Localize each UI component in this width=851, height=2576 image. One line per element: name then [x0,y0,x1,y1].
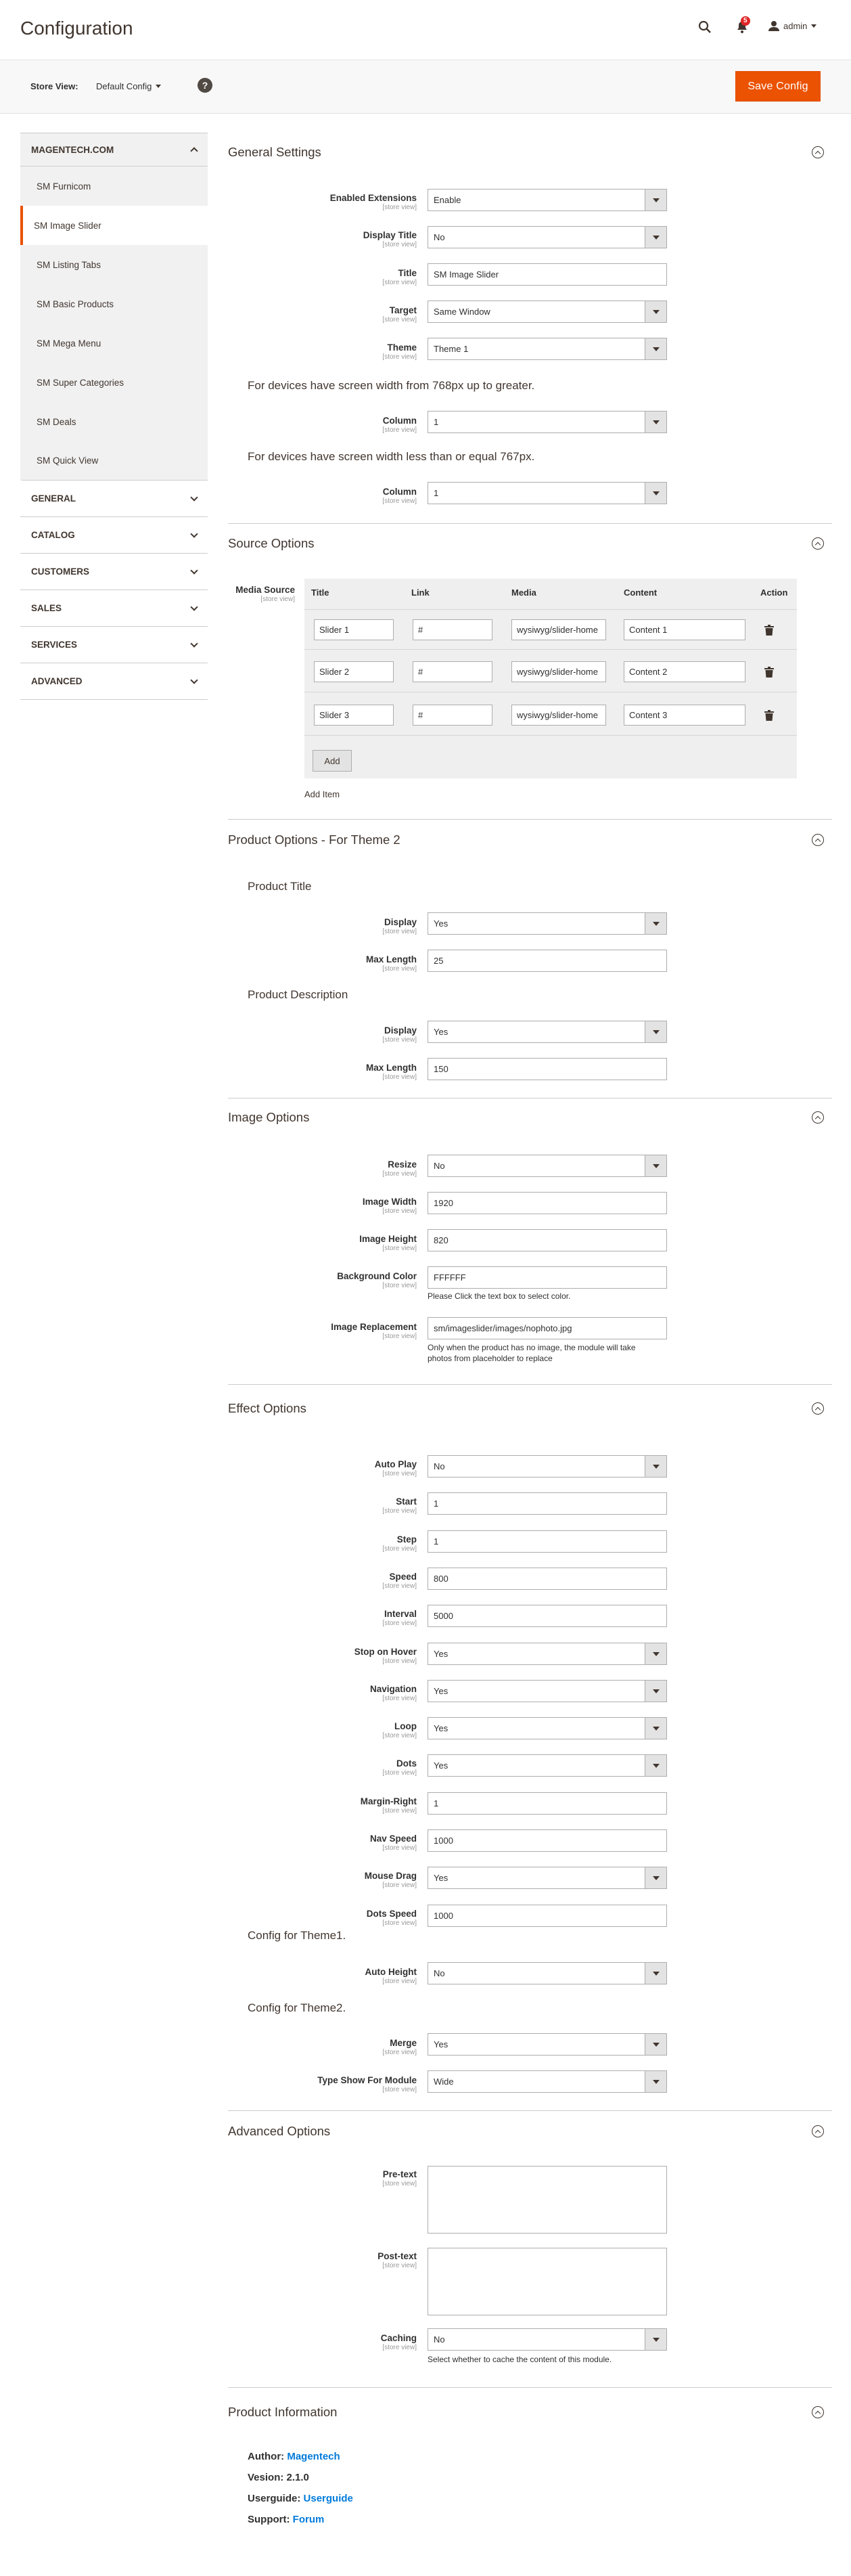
field-label-text: Title [398,268,417,278]
select-value: No [434,232,445,242]
field-label-text: Display [384,917,417,927]
field-label-max-length [298,954,417,973]
sidebar-tab-magentech[interactable] [20,133,208,166]
stop-on-hover-select[interactable] [428,1643,667,1665]
store-view-label: Store View: [30,81,78,91]
sidebar-tab-label: SERVICES [31,640,78,650]
scope-label: [store view] [382,279,417,286]
sidebar-item-sm-mega-menu[interactable]: SM Mega Menu [20,324,208,363]
store-view-value: Default Config [96,81,152,91]
scope-label: [store view] [382,353,417,361]
scope-label: [store view] [382,1807,417,1815]
caret-down-icon [156,85,161,88]
scope-label: [store view] [382,2086,417,2093]
info-support-label: Support: [248,2514,290,2525]
field-label-pre-text [298,2169,417,2188]
field-label-text: Caching [380,2333,417,2343]
field-label-enabled-extensions [298,193,417,212]
field-label-interval [298,1609,417,1628]
sidebar-tab-label: ADVANCED [31,676,83,686]
field-label-text: Resize [388,1159,417,1170]
field-label-start [298,1496,417,1515]
product-description-display-select[interactable] [428,1021,667,1043]
field-label-max-length [298,1063,417,1082]
field-label-caching [298,2333,417,2352]
sidebar-tab-sales[interactable] [20,590,208,627]
table-row [304,695,797,736]
select-value: No [434,2334,445,2345]
scope-label: [store view] [382,2049,417,2056]
slider-link-input[interactable]: # [413,619,492,640]
subheading-product-title: Product Title [248,880,312,893]
add-item-link[interactable]: Add Item [304,789,340,799]
collapse-toggle-icon[interactable] [812,146,824,158]
chevron-down-icon [190,567,198,574]
field-label-background-color [298,1271,417,1290]
slider-link-input[interactable]: # [413,661,492,682]
scope-label: [store view] [382,1282,417,1289]
select-arrow-icon [645,2034,666,2055]
field-label-dots [298,1758,417,1777]
field-label-text: Background Color [337,1271,417,1281]
field-label-merge [298,2038,417,2057]
auto-play-select[interactable] [428,1455,667,1478]
background-color-input[interactable]: FFFFFF [428,1266,667,1289]
select-arrow-icon [645,1681,666,1702]
field-label-text: Stop on Hover [354,1647,417,1657]
scope-label: [store view] [260,596,295,603]
auto-height-select[interactable] [428,1962,667,1984]
slider-media-input[interactable]: wysiwyg/slider-home [511,705,606,726]
notifications-count-badge: 5 [741,16,750,26]
info-author [248,2451,340,2462]
collapse-toggle-icon[interactable] [812,537,824,550]
section-title-source-options[interactable]: Source Options [228,536,315,550]
field-label-text: Display Title [363,230,417,240]
field-label-text: Start [396,1496,417,1507]
field-label-text: Column [382,416,417,426]
field-label-text: Margin-Right [360,1796,417,1806]
select-arrow-icon [645,2329,666,2350]
media-table-header [304,579,797,606]
page-title: Configuration [20,18,133,39]
scope-label: [store view] [382,426,417,434]
info-userguide-label: Userguide: [248,2493,301,2504]
scope-label: [store view] [382,1978,417,1985]
field-label-text: Type Show For Module [317,2075,417,2085]
scope-label: [store view] [382,1658,417,1665]
select-value: 1 [434,488,439,498]
collapse-toggle-icon[interactable] [812,1111,824,1124]
section-title-product-options[interactable]: Product Options - For Theme 2 [228,832,400,847]
subheading-large-screens: For devices have screen width from 768px up to greater. [248,379,535,392]
field-label-text: Loop [394,1721,417,1731]
field-label-display [298,1025,417,1044]
select-value: Wide [434,2077,454,2087]
collapse-toggle-icon[interactable] [812,1402,824,1415]
sidebar-tab-label: MAGENTECH.COM [31,144,114,155]
select-arrow-icon [645,1867,666,1888]
scope-label: [store view] [382,1245,417,1252]
sidebar-item-sm-super-categories[interactable]: SM Super Categories [20,363,208,402]
dots-speed-input[interactable]: 1000 [428,1905,667,1927]
scope-label: [store view] [382,1582,417,1590]
enabled-extensions-select[interactable] [428,189,667,211]
scope-label: [store view] [382,2180,417,2188]
field-label-column [298,416,417,435]
column-small-select[interactable] [428,482,667,504]
column-header-link: Link [411,587,430,598]
scope-label: [store view] [382,1333,417,1340]
select-arrow-icon [645,913,666,934]
sidebar-tab-general[interactable] [20,481,208,517]
chevron-down-icon [190,603,198,610]
field-label-post-text [298,2251,417,2270]
product-title-max-length-input[interactable]: 25 [428,950,667,972]
scope-label: [store view] [382,1919,417,1927]
delete-trash-icon[interactable] [764,625,774,636]
title-input[interactable]: SM Image Slider [428,263,667,286]
chevron-down-icon [190,640,198,647]
field-label-text: Navigation [369,1684,417,1694]
slider-title-input[interactable]: Slider 2 [314,661,394,682]
section-title-product-information[interactable]: Product Information [228,2405,338,2419]
scope-label: [store view] [382,1207,417,1215]
select-value: No [434,1161,445,1171]
image-replacement-note: Only when the product has no image, the module will take photos from placeholder to replace [428,1343,636,1363]
sidebar-tab-catalog[interactable] [20,517,208,554]
section-divider [228,2110,832,2111]
userguide-link[interactable]: Userguide [303,2493,353,2504]
slider-link-input[interactable]: # [413,705,492,726]
sidebar-tab-label: CUSTOMERS [31,567,90,577]
field-label-text: Post-text [377,2251,417,2261]
table-row [304,652,797,692]
field-label-nav-speed [298,1834,417,1852]
mouse-drag-select[interactable] [428,1867,667,1889]
subheading-small-screens: For devices have screen width less than or equal 767px. [248,450,535,463]
chevron-up-icon [190,147,198,154]
info-version-label: Vesion: [248,2472,284,2483]
scope-label: [store view] [382,1545,417,1553]
select-value: 1 [434,417,439,427]
delete-trash-icon[interactable] [764,710,774,721]
select-value: Yes [434,1649,448,1659]
field-label-text: Step [396,1534,417,1545]
target-select[interactable] [428,301,667,323]
section-title-effect-options[interactable]: Effect Options [228,1401,306,1415]
chevron-down-icon [190,530,198,537]
image-width-input[interactable]: 1920 [428,1192,667,1214]
product-description-max-length-input[interactable]: 150 [428,1058,667,1080]
caching-note: Select whether to cache the content of this module. [428,2355,612,2364]
sidebar-item-sm-furnicom[interactable]: SM Furnicom [20,166,208,206]
sidebar-item-sm-deals[interactable]: SM Deals [20,402,208,441]
sidebar-tab-label: GENERAL [31,493,76,504]
select-value: Yes [434,1686,448,1696]
theme-select[interactable] [428,338,667,360]
sidebar-tab-services[interactable] [20,627,208,663]
config-sidebar [20,133,208,700]
admin-user-menu[interactable] [768,20,816,31]
select-arrow-icon [645,190,666,210]
scope-label: [store view] [382,965,417,973]
scope-label: [store view] [382,1170,417,1178]
field-label-text: Column [382,487,417,497]
interval-input[interactable]: 5000 [428,1605,667,1627]
scope-label: [store view] [382,316,417,324]
search-icon[interactable] [697,19,713,35]
add-row-button[interactable]: Add [313,750,352,772]
sidebar-item-sm-listing-tabs[interactable]: SM Listing Tabs [20,245,208,284]
field-label-text: Image Height [359,1234,417,1244]
scope-label: [store view] [382,1882,417,1889]
info-support [248,2514,324,2525]
delete-trash-icon[interactable] [764,667,774,678]
field-label-text: Nav Speed [369,1834,417,1844]
select-arrow-icon [645,1643,666,1664]
section-title-general-settings[interactable]: General Settings [228,145,321,159]
field-label-text: Display [384,1025,417,1036]
scope-label: [store view] [382,1620,417,1627]
field-label-stop-on-hover [298,1647,417,1666]
info-author-label: Author: [248,2451,285,2462]
field-label-text: Mouse Drag [364,1871,417,1881]
select-arrow-icon [645,2071,666,2092]
select-value: Yes [434,1027,448,1037]
field-label-image-height [298,1234,417,1253]
scope-label: [store view] [382,1769,417,1777]
caching-select[interactable] [428,2328,667,2351]
image-replacement-input[interactable]: sm/imageslider/images/nophoto.jpg [428,1317,667,1339]
select-arrow-icon [645,1755,666,1776]
field-label-text: Media Source [235,585,295,595]
section-divider [228,2387,832,2388]
product-title-display-select[interactable] [428,912,667,935]
section-title-image-options[interactable]: Image Options [228,1110,310,1124]
margin-right-input[interactable]: 1 [428,1792,667,1815]
type-show-select[interactable] [428,2070,667,2093]
slider-content-input[interactable]: Content 2 [624,661,745,682]
chevron-down-icon [190,493,198,501]
section-divider [228,523,832,524]
scope-label: [store view] [382,1036,417,1044]
field-label-dots-speed [298,1909,417,1928]
field-label-text: Interval [384,1609,417,1619]
slider-title-input[interactable]: Slider 1 [314,619,394,640]
subheading-theme1: Config for Theme1. [248,1929,346,1942]
merge-select[interactable] [428,2033,667,2056]
field-label-text: Max Length [365,954,417,964]
slider-title-input[interactable]: Slider 3 [314,705,394,726]
select-arrow-icon [645,227,666,248]
select-arrow-icon [645,1963,666,1984]
field-label-display [298,917,417,936]
field-label-column [298,487,417,506]
section-divider [228,819,832,820]
author-link[interactable]: Magentech [287,2451,340,2462]
chevron-down-icon [190,676,198,684]
display-title-select[interactable] [428,226,667,248]
select-value: Yes [434,1873,448,1883]
collapse-toggle-icon[interactable] [812,2125,824,2137]
subheading-product-description: Product Description [248,988,348,1001]
column-header-title: Title [311,587,329,598]
select-value: Yes [434,1760,448,1771]
field-label-title [298,268,417,287]
post-text-textarea[interactable] [428,2248,667,2315]
field-label-speed [298,1572,417,1591]
collapse-toggle-icon[interactable] [812,834,824,846]
scope-label: [store view] [382,241,417,248]
user-icon [768,20,779,31]
sidebar-tab-label: CATALOG [31,530,75,540]
field-label-type-show [284,2075,417,2094]
field-label-navigation [298,1684,417,1703]
select-arrow-icon [645,1155,666,1176]
scope-label: [store view] [382,204,417,211]
background-color-note: Please Click the text box to select color. [428,1291,571,1301]
select-value: Yes [434,2039,448,2049]
slider-media-input[interactable]: wysiwyg/slider-home [511,619,606,640]
info-version [248,2472,309,2483]
field-label-target [298,305,417,324]
field-label-text: Image Width [362,1197,417,1207]
scope-label: [store view] [382,497,417,505]
sidebar-item-sm-image-slider[interactable]: SM Image Slider [20,206,208,245]
select-arrow-icon [645,338,666,359]
sidebar-tab-advanced[interactable] [20,663,208,700]
select-value: Yes [434,1723,448,1733]
dots-select[interactable] [428,1754,667,1777]
sidebar-item-sm-basic-products[interactable]: SM Basic Products [20,284,208,324]
admin-user-label: admin [783,20,808,31]
select-arrow-icon [645,301,666,322]
start-input[interactable]: 1 [428,1492,667,1515]
field-label-image-replacement [298,1322,417,1341]
field-label-theme [298,342,417,361]
scope-label: [store view] [382,1844,417,1852]
save-config-button[interactable]: Save Config [735,71,821,102]
nav-speed-input[interactable]: 1000 [428,1829,667,1852]
field-label-step [298,1534,417,1553]
scope-label: [store view] [382,1695,417,1702]
select-value: No [434,1461,445,1471]
field-label-auto-height [298,1967,417,1986]
info-version-value: 2.1.0 [286,2472,309,2483]
scope-label: [store view] [382,1507,417,1515]
collapse-toggle-icon[interactable] [812,2406,824,2418]
slider-content-input[interactable]: Content 3 [624,705,745,726]
caret-down-icon [811,24,816,28]
notifications-bell-icon[interactable] [734,19,750,35]
select-value: Yes [434,918,448,929]
slider-media-input[interactable]: wysiwyg/slider-home [511,661,606,682]
field-label-resize [298,1159,417,1178]
navigation-select[interactable] [428,1680,667,1702]
resize-select[interactable] [428,1155,667,1177]
info-userguide [248,2493,353,2504]
field-label-text: Auto Height [365,1967,417,1977]
scope-label: [store view] [382,928,417,935]
field-label-text: Theme [387,342,417,353]
subheading-theme2: Config for Theme2. [248,2001,346,2014]
help-icon[interactable]: ? [198,78,212,93]
loop-select[interactable] [428,1717,667,1739]
scope-label: [store view] [382,1073,417,1081]
step-input[interactable]: 1 [428,1530,667,1553]
field-label-auto-play [298,1459,417,1478]
image-height-input[interactable]: 820 [428,1229,667,1251]
store-view-switcher[interactable] [96,81,161,91]
select-arrow-icon [645,483,666,504]
table-row [304,609,797,650]
select-value: Same Window [434,307,490,317]
scope-label: [store view] [382,1470,417,1478]
support-forum-link[interactable]: Forum [292,2514,325,2525]
field-label-text: Dots Speed [366,1909,417,1919]
select-value: Enable [434,195,461,205]
field-label-loop [298,1721,417,1740]
slider-content-input[interactable]: Content 1 [624,619,745,640]
field-label-margin-right [298,1796,417,1815]
field-label-mouse-drag [298,1871,417,1890]
field-label-text: Enabled Extensions [329,193,417,203]
column-header-media: Media [511,587,536,598]
field-label-text: Speed [389,1572,417,1582]
select-value: No [434,1968,445,1978]
column-header-action: Action [760,587,788,598]
select-arrow-icon [645,412,666,432]
column-large-select[interactable] [428,411,667,433]
speed-input[interactable]: 800 [428,1568,667,1590]
field-label-text: Pre-text [382,2169,417,2179]
scope-label: [store view] [382,2262,417,2269]
select-value: Theme 1 [434,344,469,354]
field-label-image-width [298,1197,417,1216]
scope-label: [store view] [382,2344,417,2351]
section-divider [228,1384,832,1385]
field-label-media-source [183,585,295,604]
sidebar-tab-label: SALES [31,603,62,613]
column-header-content: Content [624,587,658,598]
sidebar-item-sm-quick-view[interactable]: SM Quick View [20,441,208,481]
section-title-advanced-options[interactable]: Advanced Options [228,2124,331,2138]
field-label-text: Dots [396,1758,417,1769]
field-label-text: Auto Play [374,1459,417,1469]
select-arrow-icon [645,1021,666,1042]
field-label-text: Merge [390,2038,417,2048]
select-arrow-icon [645,1456,666,1477]
field-label-text: Image Replacement [331,1322,417,1332]
field-label-display-title [298,230,417,249]
select-arrow-icon [645,1718,666,1739]
field-label-text: Target [389,305,417,315]
sidebar-tab-customers[interactable] [20,554,208,590]
field-label-text: Max Length [365,1063,417,1073]
scope-label: [store view] [382,1732,417,1739]
pre-text-textarea[interactable] [428,2166,667,2234]
